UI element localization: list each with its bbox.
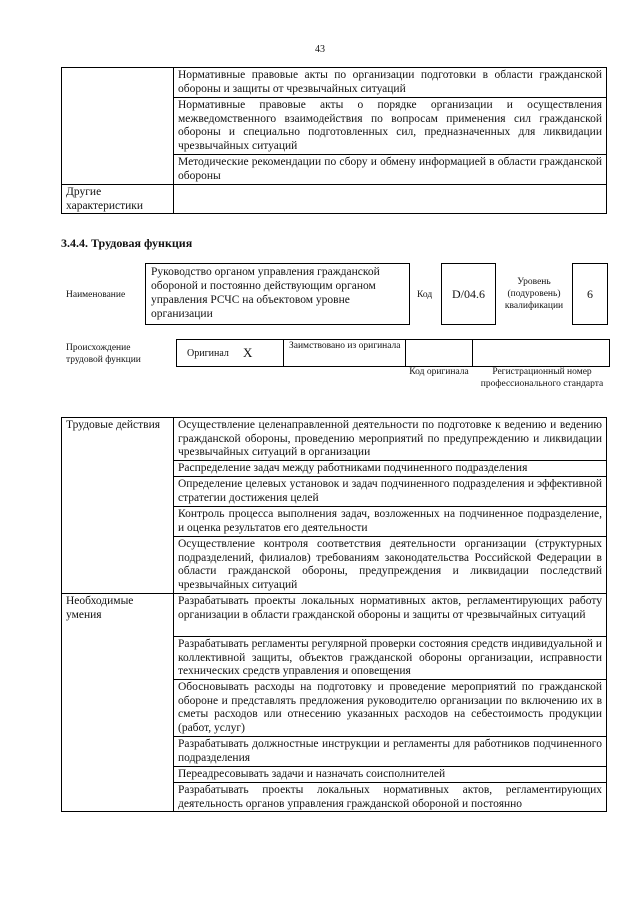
name-label: Наименование [66, 290, 126, 300]
table-cell: Методические рекомендации по сбору и обмену информацией в области гражданской обороны [174, 155, 607, 185]
labor-function-table [61, 417, 607, 812]
table-cell: Обосновывать расходы на подготовку и проведение мероприятий по гражданской обороне и представлять предложения руководителю организации по включению их в сметы расходов или отнесению указанных расходов на себестоимость продукции (работ, услуг) [174, 680, 607, 737]
function-name-value: Руководство органом управления гражданской обороной и постоянно действующим органом управления РСЧС на объектовом уровне организации [145, 263, 410, 325]
table-cell: Разрабатывать регламенты регулярной проверки состояния средств индивидуальной и коллективной защиты, объектов гражданской обороны организации, исправности технических средств управления и оповещения [174, 637, 607, 680]
table-cell: Разрабатывать проекты локальных нормативных актов, регламентирующих деятельность органов управления гражданской обороной и постоянно [174, 783, 607, 812]
original-mark: X [243, 345, 253, 360]
table-cell [174, 185, 607, 214]
table-cell: Осуществление контроля соответствия деятельности организации (структурных подразделений, филиалов) требованиям законодательства Российской Федерации в области гражданской обороны, предупреждения и ликвидации последствий чрезвычайных ситуаций [174, 537, 607, 594]
table-cell: Распределение задач между работниками подчиненного подразделения [174, 461, 607, 477]
divider [472, 340, 473, 366]
row-label: Необходимые умения [62, 594, 174, 812]
table-cell: Определение целевых установок и задач подчиненного подразделения и эффективной стратегии достижения целей [174, 477, 607, 507]
table-cell: Нормативные правовые акты по организации подготовки в области гражданской обороны и защиты от чрезвычайных ситуаций [174, 68, 607, 98]
row-label: Трудовые действия [62, 418, 174, 594]
table-row [62, 594, 607, 637]
borrowed-label: Заимствовано из оригинала [289, 341, 401, 351]
page-number: 43 [315, 44, 325, 55]
table-cell: Разрабатывать должностные инструкции и регламенты для работников подчиненного подразделения [174, 737, 607, 767]
table-cell: Переадресовывать задачи и назначать соисполнителей [174, 767, 607, 783]
original-label: Оригинал [187, 348, 229, 359]
table-row [62, 418, 607, 461]
reg-number-caption: Регистрационный номер профессионального стандарта [480, 367, 604, 389]
level-label: Уровень (подуровень) квалификации [504, 277, 564, 311]
table-cell: Разрабатывать проекты локальных нормативных актов, регламентирующих работу организации в области гражданской обороны и защиты от чрезвычайных ситуаций [174, 594, 607, 637]
table-cell: Контроль процесса выполнения задач, возложенных на подчиненное подразделение, и оценка результатов его деятельности [174, 507, 607, 537]
divider [283, 340, 284, 366]
knowledge-table [61, 67, 607, 214]
code-value: D/04.6 [441, 263, 496, 325]
table-row [62, 185, 607, 214]
divider [405, 340, 406, 366]
row-label [62, 68, 174, 185]
level-value: 6 [572, 263, 608, 325]
origin-label: Происхождение трудовой функции [66, 343, 141, 365]
row-label: Другие характеристики [62, 185, 174, 214]
table-cell: Нормативные правовые акты о порядке организации и осуществления межведомственного взаимодействия по вопросам применения сил гражданской обороны и специально подготовленных сил, предназначенных для ликвидации чрезвычайных ситуаций [174, 98, 607, 155]
code-original-caption: Код оригинала [409, 367, 469, 377]
code-label: Код [417, 290, 433, 300]
origin-box [176, 339, 610, 367]
table-row [62, 68, 607, 98]
table-cell: Осуществление целенаправленной деятельности по подготовке к ведению и ведению гражданской обороны, проведению мероприятий по предупреждению и ликвидации чрезвычайных ситуаций в организации [174, 418, 607, 461]
section-title: 3.4.4. Трудовая функция [61, 236, 193, 250]
